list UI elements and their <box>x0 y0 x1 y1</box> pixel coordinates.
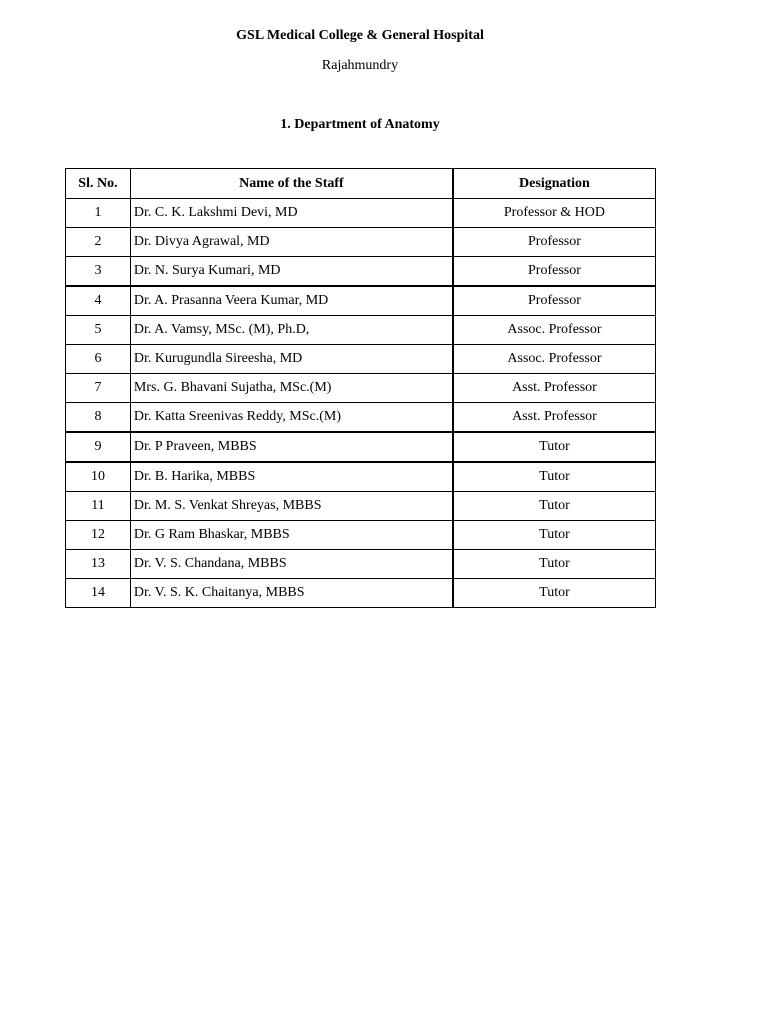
cell-designation: Professor & HOD <box>453 199 656 228</box>
table-row <box>66 403 656 433</box>
cell-designation: Tutor <box>453 492 656 521</box>
cell-sl-no: 10 <box>66 462 131 492</box>
document-title: GSL Medical College & General Hospital <box>236 28 484 43</box>
column-header-sl-no: Sl. No. <box>66 169 131 199</box>
table-row <box>66 228 656 257</box>
cell-staff-name: Dr. V. S. K. Chaitanya, MBBS <box>130 579 453 608</box>
cell-sl-no: 14 <box>66 579 131 608</box>
table-row <box>66 521 656 550</box>
cell-sl-no: 5 <box>66 316 131 345</box>
cell-sl-no: 11 <box>66 492 131 521</box>
cell-staff-name: Dr. A. Vamsy, MSc. (M), Ph.D, <box>130 316 453 345</box>
cell-sl-no: 1 <box>66 199 131 228</box>
cell-sl-no: 6 <box>66 345 131 374</box>
cell-designation: Professor <box>453 228 656 257</box>
cell-staff-name: Dr. V. S. Chandana, MBBS <box>130 550 453 579</box>
table-row <box>66 462 656 492</box>
cell-sl-no: 3 <box>66 257 131 287</box>
cell-sl-no: 2 <box>66 228 131 257</box>
cell-staff-name: Dr. Kurugundla Sireesha, MD <box>130 345 453 374</box>
document-subtitle: Rajahmundry <box>321 58 399 73</box>
cell-sl-no: 13 <box>66 550 131 579</box>
cell-staff-name: Dr. B. Harika, MBBS <box>130 462 453 492</box>
table-row <box>66 492 656 521</box>
cell-staff-name: Dr. G Ram Bhaskar, MBBS <box>130 521 453 550</box>
department-heading: 1. Department of Anatomy <box>280 117 440 132</box>
cell-designation: Assoc. Professor <box>453 345 656 374</box>
cell-designation: Tutor <box>453 579 656 608</box>
cell-designation: Asst. Professor <box>453 374 656 403</box>
cell-sl-no: 9 <box>66 432 131 462</box>
cell-staff-name: Dr. A. Prasanna Veera Kumar, MD <box>130 286 453 316</box>
cell-staff-name: Dr. N. Surya Kumari, MD <box>130 257 453 287</box>
cell-staff-name: Dr. C. K. Lakshmi Devi, MD <box>130 199 453 228</box>
cell-staff-name: Mrs. G. Bhavani Sujatha, MSc.(M) <box>130 374 453 403</box>
table-row <box>66 286 656 316</box>
cell-designation: Professor <box>453 286 656 316</box>
staff-table-body <box>66 199 656 608</box>
table-header-row <box>66 169 656 199</box>
cell-designation: Professor <box>453 257 656 287</box>
cell-staff-name: Dr. P Praveen, MBBS <box>130 432 453 462</box>
cell-staff-name: Dr. M. S. Venkat Shreyas, MBBS <box>130 492 453 521</box>
cell-sl-no: 7 <box>66 374 131 403</box>
table-row <box>66 550 656 579</box>
cell-designation: Tutor <box>453 521 656 550</box>
cell-designation: Tutor <box>453 462 656 492</box>
table-row <box>66 316 656 345</box>
cell-sl-no: 12 <box>66 521 131 550</box>
column-header-name: Name of the Staff <box>130 169 453 199</box>
cell-staff-name: Dr. Divya Agrawal, MD <box>130 228 453 257</box>
cell-sl-no: 8 <box>66 403 131 433</box>
table-row <box>66 579 656 608</box>
cell-sl-no: 4 <box>66 286 131 316</box>
table-row <box>66 345 656 374</box>
cell-designation: Assoc. Professor <box>453 316 656 345</box>
table-row <box>66 199 656 228</box>
cell-staff-name: Dr. Katta Sreenivas Reddy, MSc.(M) <box>130 403 453 433</box>
column-header-designation: Designation <box>453 169 656 199</box>
table-row <box>66 432 656 462</box>
cell-designation: Tutor <box>453 550 656 579</box>
staff-table <box>65 168 656 608</box>
cell-designation: Tutor <box>453 432 656 462</box>
table-row <box>66 374 656 403</box>
table-row <box>66 257 656 287</box>
cell-designation: Asst. Professor <box>453 403 656 433</box>
